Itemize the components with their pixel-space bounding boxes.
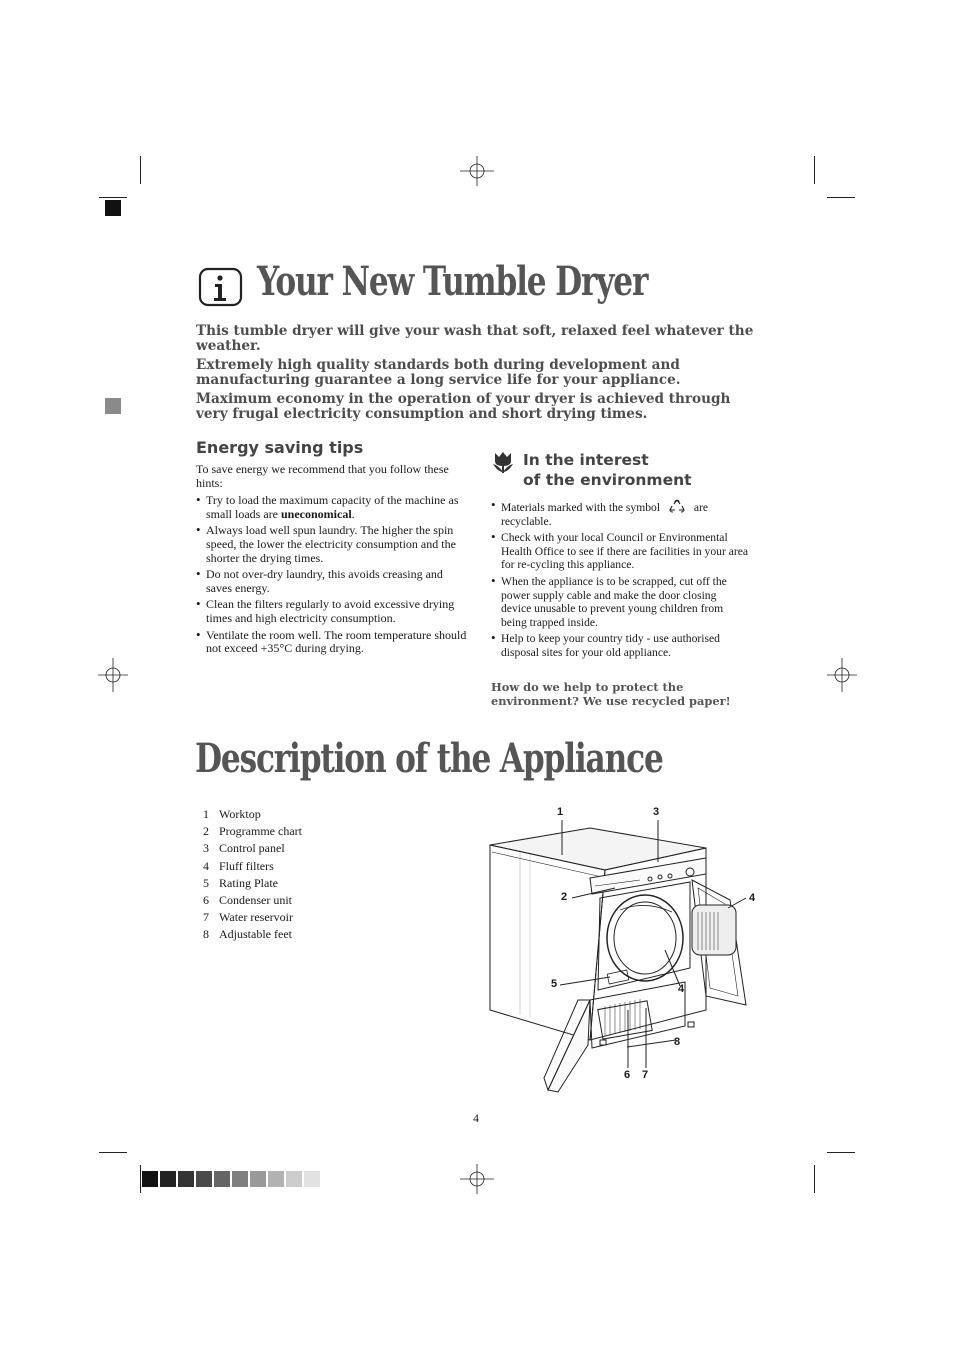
page-title: Your New Tumble Dryer xyxy=(257,258,648,305)
description-title: Description of the Appliance xyxy=(195,735,663,782)
intro-text xyxy=(196,324,756,426)
callout-5: 5 xyxy=(551,978,558,990)
crop-mark-top-right-h xyxy=(827,197,855,198)
list-item: • Help to keep your country tidy - use authorised disposal sites for your old appliance. xyxy=(491,632,749,659)
crop-mark-top-left-v xyxy=(140,156,141,184)
crop-mark-bottom-right-h xyxy=(827,1152,855,1153)
registration-mark-right-icon xyxy=(827,658,857,692)
environment-section xyxy=(491,450,749,708)
energy-saving-section xyxy=(196,438,468,659)
callout-4-filter: 4 xyxy=(749,892,756,904)
intro-paragraph-3: Maximum economy in the operation of your dryer is achieved through very frugal electricity consumption and short drying times. xyxy=(196,391,731,422)
list-item: 6 Condenser unit xyxy=(203,893,292,908)
callout-6: 6 xyxy=(624,1069,631,1081)
intro-paragraph-1: This tumble dryer will give your wash that soft, relaxed feel whatever the weather. xyxy=(196,323,754,354)
crop-mark-bottom-left-v xyxy=(140,1165,141,1193)
environment-heading: In the interest of the environment xyxy=(523,451,692,489)
list-item: 2 Programme chart xyxy=(203,824,302,839)
crop-mark-top-left-h xyxy=(99,197,127,198)
gray-tab-marker xyxy=(105,398,121,414)
page-number: 4 xyxy=(473,1111,479,1125)
environment-list xyxy=(491,499,749,660)
black-tab-marker xyxy=(105,200,121,216)
list-item: 3 Control panel xyxy=(203,841,285,856)
tumble-dryer-illustration xyxy=(480,800,770,1100)
callout-3: 3 xyxy=(653,806,660,818)
list-item: • Materials marked with the symbol are recyclable. xyxy=(491,499,749,528)
crop-mark-bottom-right-v xyxy=(814,1165,815,1193)
recycle-symbol-icon xyxy=(669,499,685,513)
callout-2: 2 xyxy=(561,891,568,903)
list-item: 1 Worktop xyxy=(203,807,261,821)
parts-list xyxy=(203,806,302,944)
list-item: 7 Water reservoir xyxy=(203,910,293,925)
registration-mark-top-icon xyxy=(460,156,494,186)
callout-8: 8 xyxy=(674,1036,681,1048)
list-item: 8 Adjustable feet xyxy=(203,927,292,942)
callout-1: 1 xyxy=(557,806,564,818)
list-item: • Ventilate the room well. The room temperature should not exceed +35°C during drying. xyxy=(196,629,468,656)
energy-lead: To save energy we recommend that you follow these hints: xyxy=(196,462,449,490)
list-item: • Clean the filters regularly to avoid excessive drying times and high electricity consumption. xyxy=(196,598,468,625)
callout-7: 7 xyxy=(642,1069,649,1081)
crop-mark-top-right-v xyxy=(814,156,815,184)
callout-4-drum: 4 xyxy=(678,983,685,995)
list-item: • When the appliance is to be scrapped, cut off the power supply cable and make the door closing device unusable to prevent young children from being trapped inside. xyxy=(491,575,749,629)
energy-heading: Energy saving tips xyxy=(196,438,364,457)
tulip-icon xyxy=(491,451,515,475)
list-item: • Check with your local Council or Environmental Health Office to see if there are facilities in your area for re-cycling this appliance. xyxy=(491,531,749,572)
registration-mark-left-icon xyxy=(98,658,128,692)
registration-mark-bottom-icon xyxy=(460,1164,494,1194)
energy-tips-list xyxy=(196,494,468,656)
list-item: • Try to load the maximum capacity of the machine as small loads are uneconomical. xyxy=(196,494,468,521)
crop-mark-bottom-left-h xyxy=(99,1152,127,1153)
list-item: • Do not over-dry laundry, this avoids creasing and saves energy. xyxy=(196,568,468,595)
list-item: 5 Rating Plate xyxy=(203,875,278,890)
grayscale-color-bar xyxy=(142,1171,320,1187)
intro-paragraph-2: Extremely high quality standards both during development and manufacturing guarantee a long service life for your appliance. xyxy=(196,357,681,388)
info-icon xyxy=(198,266,244,308)
recycled-paper-note: How do we help to protect the environment? We use recycled paper! xyxy=(491,679,731,708)
uneconomical-emphasis: uneconomical xyxy=(280,506,352,521)
list-item: 4 Fluff filters xyxy=(203,858,274,873)
list-item: • Always load well spun laundry. The higher the spin speed, the lower the electricity consumption and the shorter the drying times. xyxy=(196,524,468,565)
